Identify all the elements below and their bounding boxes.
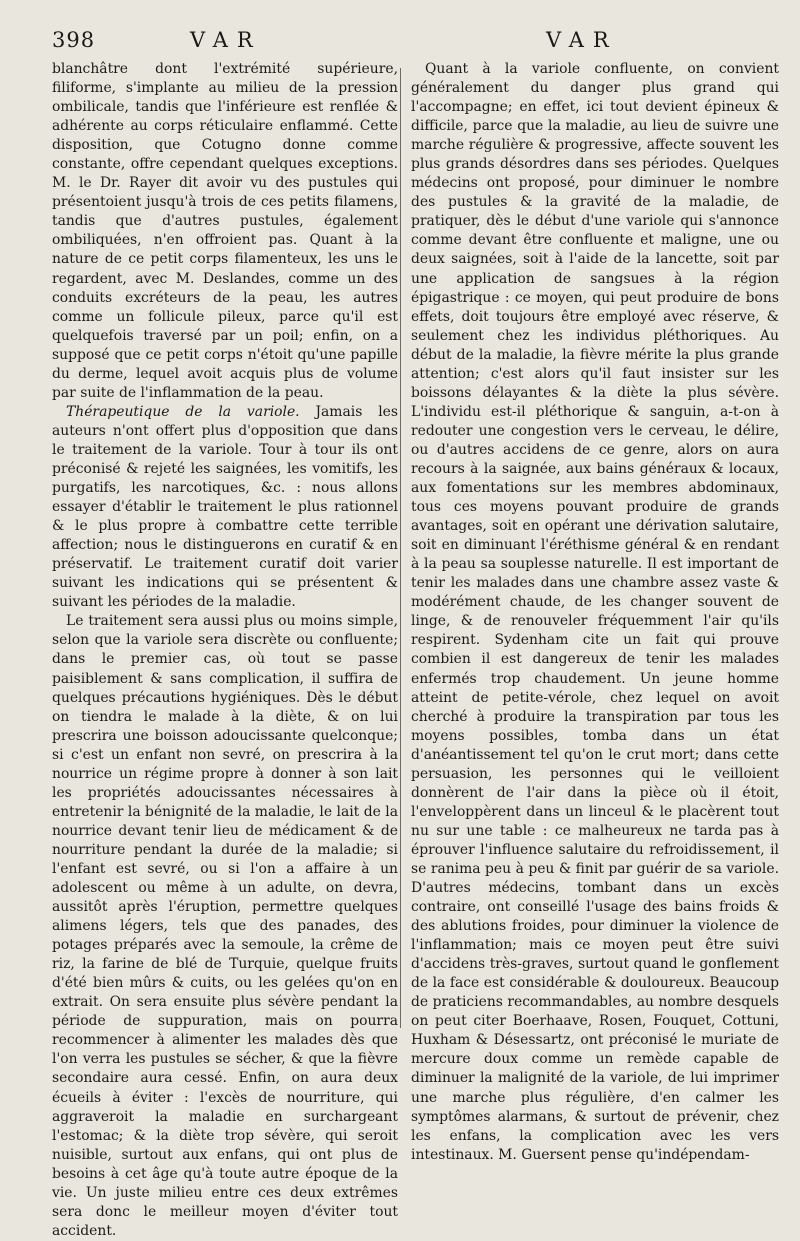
paragraph-text: Quant à la variole confluente, on convient généralement du danger plus grand qui l'accompagne; en effet, ici tout devient épineux & difficile, parce que la maladie, au lieu de suivre une marche régulière & progressive, affecte souvent les plus grands désordres dans ses périodes. Quelques médecins ont proposé, pour diminuer le nombre des pustules & la gravité de la maladie, de pratiquer, dès le début d'une variole qui s'annonce comme devant être confluente et maligne, une ou deux saignées, soit à l'aide de la lancette, soit par une application de sangsues à la région épigastrique : ce moyen, qui peut produire de bons effets, doit toujours être employé avec réserve, & seulement chez les individus pléthoriques. Au début de la maladie, la fièvre mérite la plus grande attention; c'est alors qu'il faut insister sur les boissons délayantes & la diète la plus sévère. L'individu est-il pléthorique & sanguin, a-t-on à redouter une congestion vers le cerveau, le délire, ou d'autres accidens de ce genre, alors on aura recours à la saignée, aux bains généraux & locaux, aux fomentations sur les membres abdominaux, tous ces moyens pouvant produire de grands avantages, soit en opérant une dérivation salutaire, soit en diminuant l'éréthisme général & en rendant à la peau sa souplesse naturelle. Il est important de tenir les malades dans une chambre assez vaste & modérément chaude, de les changer souvent de linge, & de renouveler fréquemment l'air qu'ils respirent. Sydenham cite un fait qui prouve combien il est dangereux de tenir les malades enfermés trop chaudement. Un jeune homme atteint de petite-vérole, chez lequel on avoit cherché à produire la transpiration par tous les moyens possibles, tomba dans un état d'anéantissement tel qu'on le crut mort; dans cette persuasion, les personnes qui le veilloient donnèrent de l'air dans la pièce où il étoit, l'enveloppèrent dans un linceul & le placèrent tout nu sur une table : ce malheureux ne tarda pas à éprouver l'influence salutaire du refroidissement, il se ranima peu à peu & finit par guérir de sa variole. D'autres médecins, tombant dans un excès contraire, ont conseillé l'usage des bains froids & des ablutions froides, pour diminuer la violence de l'inflammation; mais ce moyen peut être suivi d'accidens très-graves, surtout quand le gonflement de la face est considérable & douloureux. Beaucoup de praticiens recommandables, au nombre desquels on peut citer Boerhaave, Rosen, Fouquet, Cottuni, Huxham & Désessartz, ont préconisé le muriate de mercure doux comme un remède capable de diminuer la malignité de la variole, de lui imprimer une marche plus régulière, d'en calmer les symptômes alarmans, & surtout de prévenir, chez les enfans, la complication avec les vers intestinaux. M. Guersent pense qu'indépendam- [411,61,779,1163]
page-header [0,28,800,58]
column-divider [400,68,401,1028]
left-column [52,60,398,1241]
paragraph [411,60,779,1165]
paragraph-text: Le traitement sera aussi plus ou moins simple, selon que la variole sera discrète ou confluente; dans le premier cas, où tout se passe paisiblement & sans complication, il suffira de quelques précautions hygiéniques. Dès le début on tiendra le malade à la diète, & on lui prescrira une boisson adoucissante quelconque; si c'est un enfant non sevré, on prescrira à la nourrice un régime propre à donner à son lait les propriétés adoucissantes nécessaires à entretenir la bénignité de la maladie, le lait de la nourrice devant tenir lieu de médicament & de nourriture pendant la durée de la maladie; si l'enfant est sevré, ou si l'on a affaire à un adolescent ou même à un adulte, on devra, aussitôt après l'éruption, permettre quelques alimens légers, tels que des panades, des potages préparés avec la semoule, la crême de riz, la farine de blé de Turquie, quelque fruits d'été bien mûrs & cuits, ou les gelées qu'on en extrait. On sera ensuite plus sévère pendant la période de suppuration, mais on pourra recommencer à alimenter les malades dès que l'on verra les pustules se sécher, & que la fièvre secondaire aura cessé. Enfin, on aura deux écueils à éviter : l'excès de nourriture, qui aggraveroit la maladie en surchargeant l'estomac; & la diète trop sévère, qui seroit nuisible, surtout aux enfans, qui ont plus de besoins à cet âge qu'à toute autre époque de la vie. Un juste milieu entre ces deux extrêmes sera donc le meilleur moyen d'éviter tout accident. [52,613,398,1239]
paragraph-text: Jamais les auteurs n'ont offert plus d'opposition que dans le traitement de la variole. Tour à tour ils ont préconisé & rejeté les saignées, les vomitifs, les purgatifs, les narcotiques, &c. : nous allons essayer d'établir le traitement le plus rationnel & le plus propre à combattre cette terrible affection; nous le distinguerons en curatif & en préservatif. Le traitement curatif doit varier suivant les indications qui se présentent & suivant les périodes de la maladie. [52,403,398,611]
paragraph [52,60,398,403]
paragraph [52,612,398,1241]
page-number: 398 [52,28,96,52]
paragraph-text: blanchâtre dont l'extrémité supérieure, filiforme, s'implante au milieu de la pression ombilicale, tandis que l'inférieure est renflée & adhérente au corps réticulaire enflammé. Cette disposition, que Cotugno donne comme constante, offre cependant quelques exceptions. M. le Dr. Rayer dit avoir vu des pustules qui présentoient jusqu'à trois de ces petits filamens, tandis que d'autres pustules, également ombiliquées, n'en offroient pas. Quant à la nature de ce petit corps filamenteux, les uns le regardent, avec M. Deslandes, comme un des conduits excréteurs de la peau, les autres comme un follicule pileux, parce qu'il est quelquefois traversé par un poil; enfin, on a supposé que ce petit corps n'étoit qu'une papille du derme, lequel avoit acquis plus de volume par suite de l'inflammation de la peau. [52,61,398,401]
paragraph [52,403,398,613]
section-heading: Thérapeutique de la variole. [66,403,300,420]
running-head-left: VAR [190,28,262,52]
right-column [411,60,779,1165]
running-head-right: VAR [546,28,618,52]
